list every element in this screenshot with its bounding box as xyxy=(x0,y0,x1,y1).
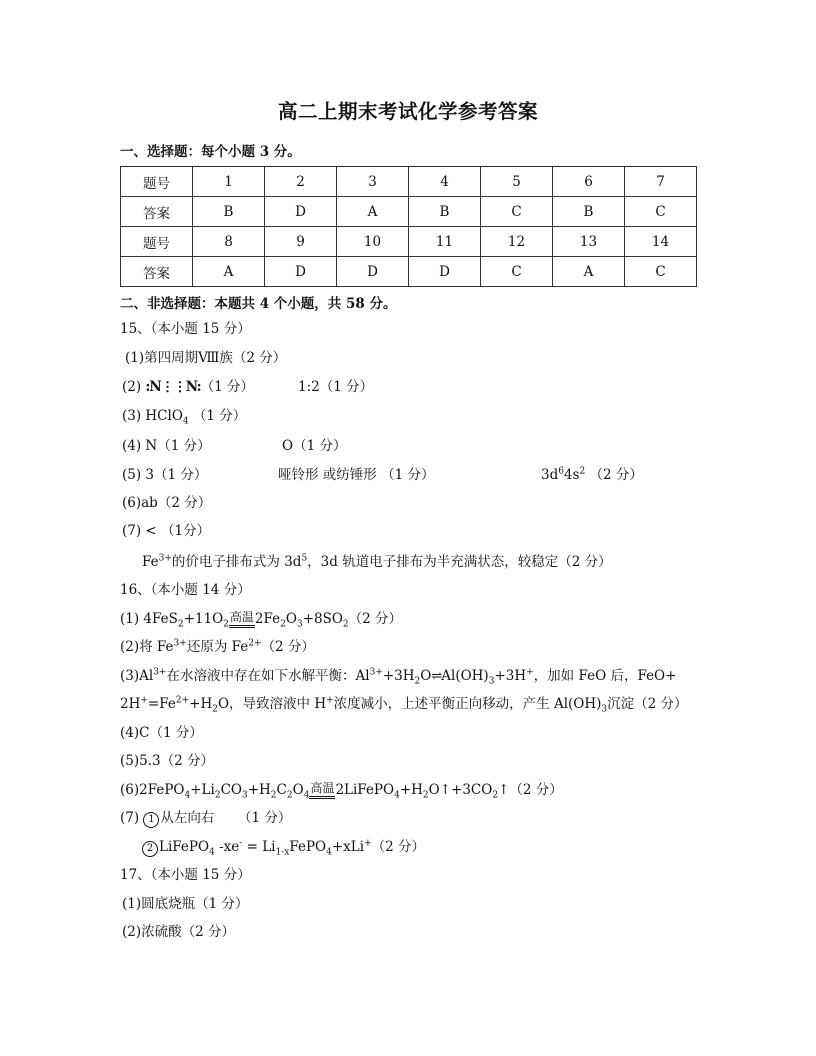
q16-l2-a: (2)将 Fe xyxy=(120,639,174,655)
q16-line-6: (5)5.3（2 分） xyxy=(120,753,214,769)
table-cell: C xyxy=(481,197,553,227)
q15-line-3-sub: 4 xyxy=(182,416,189,427)
q16-line-1 xyxy=(120,610,402,628)
q16-line-9 xyxy=(142,838,425,857)
table-cell: 9 xyxy=(265,227,337,257)
q16-line-8 xyxy=(120,809,214,828)
q15-line-2-score: （1 分） xyxy=(200,379,254,395)
q16-line-8-score: （1 分） xyxy=(238,810,292,826)
q15-line-3 xyxy=(122,407,246,425)
q16-l1-s5: 2 xyxy=(342,619,349,630)
q15-line-7: (7) < （1分） xyxy=(122,523,211,539)
q16-l9-s3: 4 xyxy=(326,847,332,858)
n2-electron-structure: :N⋮⋮N: xyxy=(145,379,201,395)
table-cell: 8 xyxy=(193,227,265,257)
q15-l5-sup1: 6 xyxy=(558,466,564,477)
table-row xyxy=(121,197,697,227)
answer-table xyxy=(120,166,697,287)
q16-l3-sup3: + xyxy=(526,667,534,678)
table-cell: D xyxy=(337,257,409,287)
q16-l9-f: （2 分） xyxy=(371,839,426,855)
q16-l9-c: = Li xyxy=(242,839,276,855)
table-cell: A xyxy=(337,197,409,227)
q16-l4-c: +H xyxy=(189,696,213,712)
q16-l3-sup2: 3+ xyxy=(369,667,383,678)
q16-l4-sup1: + xyxy=(140,695,148,706)
high-temp-condition: 高温 xyxy=(229,610,254,624)
q16-l9-s1: 4 xyxy=(209,847,215,858)
table-cell: A xyxy=(193,257,265,287)
table-row xyxy=(121,257,697,287)
q16-l7-s7: 4 xyxy=(394,790,400,801)
table-cell: C xyxy=(625,197,697,227)
table-row-header: 答案 xyxy=(121,197,193,227)
q16-line-2 xyxy=(120,638,315,656)
table-row xyxy=(121,167,697,197)
q15-l5-c1: 3d xyxy=(541,467,559,483)
q16-l2-b: 还原为 Fe xyxy=(186,639,249,655)
q15-line-1: (1)第四周期Ⅷ族（2 分） xyxy=(125,350,287,366)
table-cell: D xyxy=(265,197,337,227)
q15-line-3-score: （1 分） xyxy=(188,408,247,424)
q16-l1-c: 2Fe xyxy=(254,611,281,627)
q16-l9-s2: 1-x xyxy=(275,847,290,858)
q16-l4-sub2: 3 xyxy=(601,704,608,715)
q16-l1-a: (1) 4FeS xyxy=(120,611,178,627)
q16-l3-e: Al(OH) xyxy=(441,668,489,684)
q16-header: 16、（本小题 14 分） xyxy=(120,582,251,598)
circled-number-icon: 2 xyxy=(142,841,158,857)
table-cell: 6 xyxy=(553,167,625,197)
q16-l3-sup1: 3+ xyxy=(153,667,167,678)
table-cell: B xyxy=(553,197,625,227)
q16-l8-prefix: (7) xyxy=(120,810,144,826)
table-row xyxy=(121,227,697,257)
q16-l7-i: O↑+3CO xyxy=(428,782,493,798)
q16-line-4 xyxy=(120,695,688,713)
q16-l1-e: +8SO xyxy=(302,611,343,627)
q16-l3-sub1: 2 xyxy=(414,676,421,687)
q15-line-4-b: O（1 分） xyxy=(282,438,347,454)
q16-l1-s2: 2 xyxy=(223,619,229,630)
q16-l7-d: +H xyxy=(247,782,271,798)
q16-l8-a: 从左向右 xyxy=(160,810,215,826)
q16-l7-s1: 4 xyxy=(184,790,191,801)
q16-l1-s3: 2 xyxy=(280,619,286,630)
q16-l7-g: 2LiFePO xyxy=(335,782,395,798)
table-cell: D xyxy=(265,257,337,287)
table-cell: 10 xyxy=(337,227,409,257)
q16-l9-sup1: - xyxy=(239,838,243,849)
table-row-header: 答案 xyxy=(121,257,193,287)
table-cell: C xyxy=(625,257,697,287)
q15-line-2-prefix: (2) xyxy=(122,379,146,395)
q15-l8-a: Fe xyxy=(142,554,159,570)
q15-l8-b: 的价电子排布式为 3d xyxy=(171,554,302,570)
q16-l7-e: C xyxy=(276,782,287,798)
q15-line-2 xyxy=(122,378,254,396)
table-cell: 3 xyxy=(337,167,409,197)
q15-l5-sup2: 2 xyxy=(579,466,586,477)
q16-l7-h: +H xyxy=(399,782,423,798)
table-cell: A xyxy=(553,257,625,287)
q16-l1-f: （2 分） xyxy=(348,611,403,627)
q15-line-4-a: (4) N（1 分） xyxy=(122,438,211,454)
q16-l1-b: +11O xyxy=(183,611,224,627)
q16-l7-s8: 2 xyxy=(422,790,429,801)
q16-l2-sup2: 2+ xyxy=(248,638,262,649)
q15-l5-c3: （2 分） xyxy=(585,467,643,483)
q16-l9-a: LiFePO xyxy=(159,839,210,855)
q15-line-6: (6)ab（2 分） xyxy=(122,495,212,511)
q16-l1-d: O xyxy=(285,611,297,627)
q16-l4-f: 沉淀（2 分） xyxy=(607,696,688,712)
table-row-header: 题号 xyxy=(121,227,193,257)
q16-l4-sup2: 2+ xyxy=(175,695,190,706)
q16-l4-a: 2H xyxy=(120,696,141,712)
section-heading-nonchoice: 二、非选择题：本题共 4 个小题，共 58 分。 xyxy=(120,296,397,312)
q16-l4-sub1: 2 xyxy=(212,704,218,715)
table-cell: 12 xyxy=(481,227,553,257)
section-heading-choice: 一、选择题：每个小题 3 分。 xyxy=(120,144,301,160)
table-cell: B xyxy=(409,197,481,227)
q17-line-2: (2)浓硫酸（2 分） xyxy=(122,924,236,940)
high-temp-condition: 高温 xyxy=(310,781,335,795)
q16-l9-sup2: + xyxy=(364,838,372,849)
q16-l1-s1: 2 xyxy=(177,619,184,630)
q16-l7-s2: 2 xyxy=(214,790,221,801)
table-cell: 4 xyxy=(409,167,481,197)
q16-l7-s6: 4 xyxy=(303,790,310,801)
q15-l8-sup2: 5 xyxy=(301,553,308,564)
q16-l3-g: ，加如 FeO 后，FeO+ xyxy=(533,668,677,684)
q15-l8-c: ，3d 轨道电子排布为半充满状态，较稳定（2 分） xyxy=(307,554,612,570)
q15-line-2-ratio: 1:2（1 分） xyxy=(298,379,374,395)
table-cell: 7 xyxy=(625,167,697,197)
q16-l3-d: O xyxy=(420,668,432,684)
answer-table-body xyxy=(121,167,697,287)
table-cell: 5 xyxy=(481,167,553,197)
q16-l9-e: +xLi xyxy=(331,839,365,855)
q16-l4-e: 浓度减小，上述平衡正向移动，产生 Al(OH) xyxy=(333,696,602,712)
q16-l3-f: +3H xyxy=(494,668,527,684)
q16-l3-sub2: 3 xyxy=(488,676,495,687)
q15-header: 15、（本小题 15 分） xyxy=(120,321,251,337)
table-cell: 14 xyxy=(625,227,697,257)
q16-l7-s5: 2 xyxy=(286,790,293,801)
table-cell: D xyxy=(409,257,481,287)
q15-l8-sup1: 3+ xyxy=(158,553,172,564)
circled-number-icon: 1 xyxy=(143,812,159,828)
q16-l2-c: （2 分） xyxy=(261,639,315,655)
q16-l9-b: -xe xyxy=(214,839,240,855)
q16-l7-c: CO xyxy=(220,782,242,798)
q16-l7-a: (6)2FePO xyxy=(120,782,185,798)
page-title: 高二上期末考试化学参考答案 xyxy=(277,100,538,123)
q15-line-5-c xyxy=(541,466,643,484)
q15-line-8 xyxy=(142,553,612,571)
q15-line-5-a: (5) 3（1 分） xyxy=(122,467,208,483)
q16-l3-b: 在水溶液中存在如下水解平衡：Al xyxy=(166,668,370,684)
q16-l7-s9: 2 xyxy=(492,790,499,801)
q16-line-3 xyxy=(120,667,676,686)
q15-line-5-b: 哑铃形 或纺锤形 （1 分） xyxy=(278,467,435,483)
table-cell: C xyxy=(481,257,553,287)
q16-l9-d: FePO xyxy=(289,839,327,855)
q16-l7-b: +Li xyxy=(190,782,215,798)
q16-line-7 xyxy=(120,781,563,799)
table-cell: 2 xyxy=(265,167,337,197)
q16-l3-a: (3)Al xyxy=(120,668,154,684)
table-cell: 13 xyxy=(553,227,625,257)
table-cell: B xyxy=(193,197,265,227)
equilibrium-arrow-icon: ⇌ xyxy=(431,669,442,684)
q16-l4-sup3: + xyxy=(326,695,334,706)
table-cell: 1 xyxy=(193,167,265,197)
q17-line-1: (1)圆底烧瓶（1 分） xyxy=(122,896,249,912)
q16-l3-c: +3H xyxy=(382,668,415,684)
q16-l2-sup1: 3+ xyxy=(173,638,187,649)
q16-l4-d: O，导致溶液中 H xyxy=(217,696,327,712)
q16-l4-b: =Fe xyxy=(147,696,176,712)
table-row-header: 题号 xyxy=(121,167,193,197)
q16-l7-f: O xyxy=(292,782,304,798)
q16-l7-j: ↑（2 分） xyxy=(498,782,563,798)
q16-line-5: (4)C（1 分） xyxy=(120,725,203,741)
q16-l7-s4: 2 xyxy=(270,790,277,801)
q15-l5-c2: 4s xyxy=(563,467,580,483)
q17-header: 17、（本小题 15 分） xyxy=(120,867,251,883)
table-cell: 11 xyxy=(409,227,481,257)
q16-l1-s4: 3 xyxy=(296,619,303,630)
q16-l7-s3: 3 xyxy=(241,790,248,801)
q15-line-3-text: (3) HClO xyxy=(122,408,183,424)
